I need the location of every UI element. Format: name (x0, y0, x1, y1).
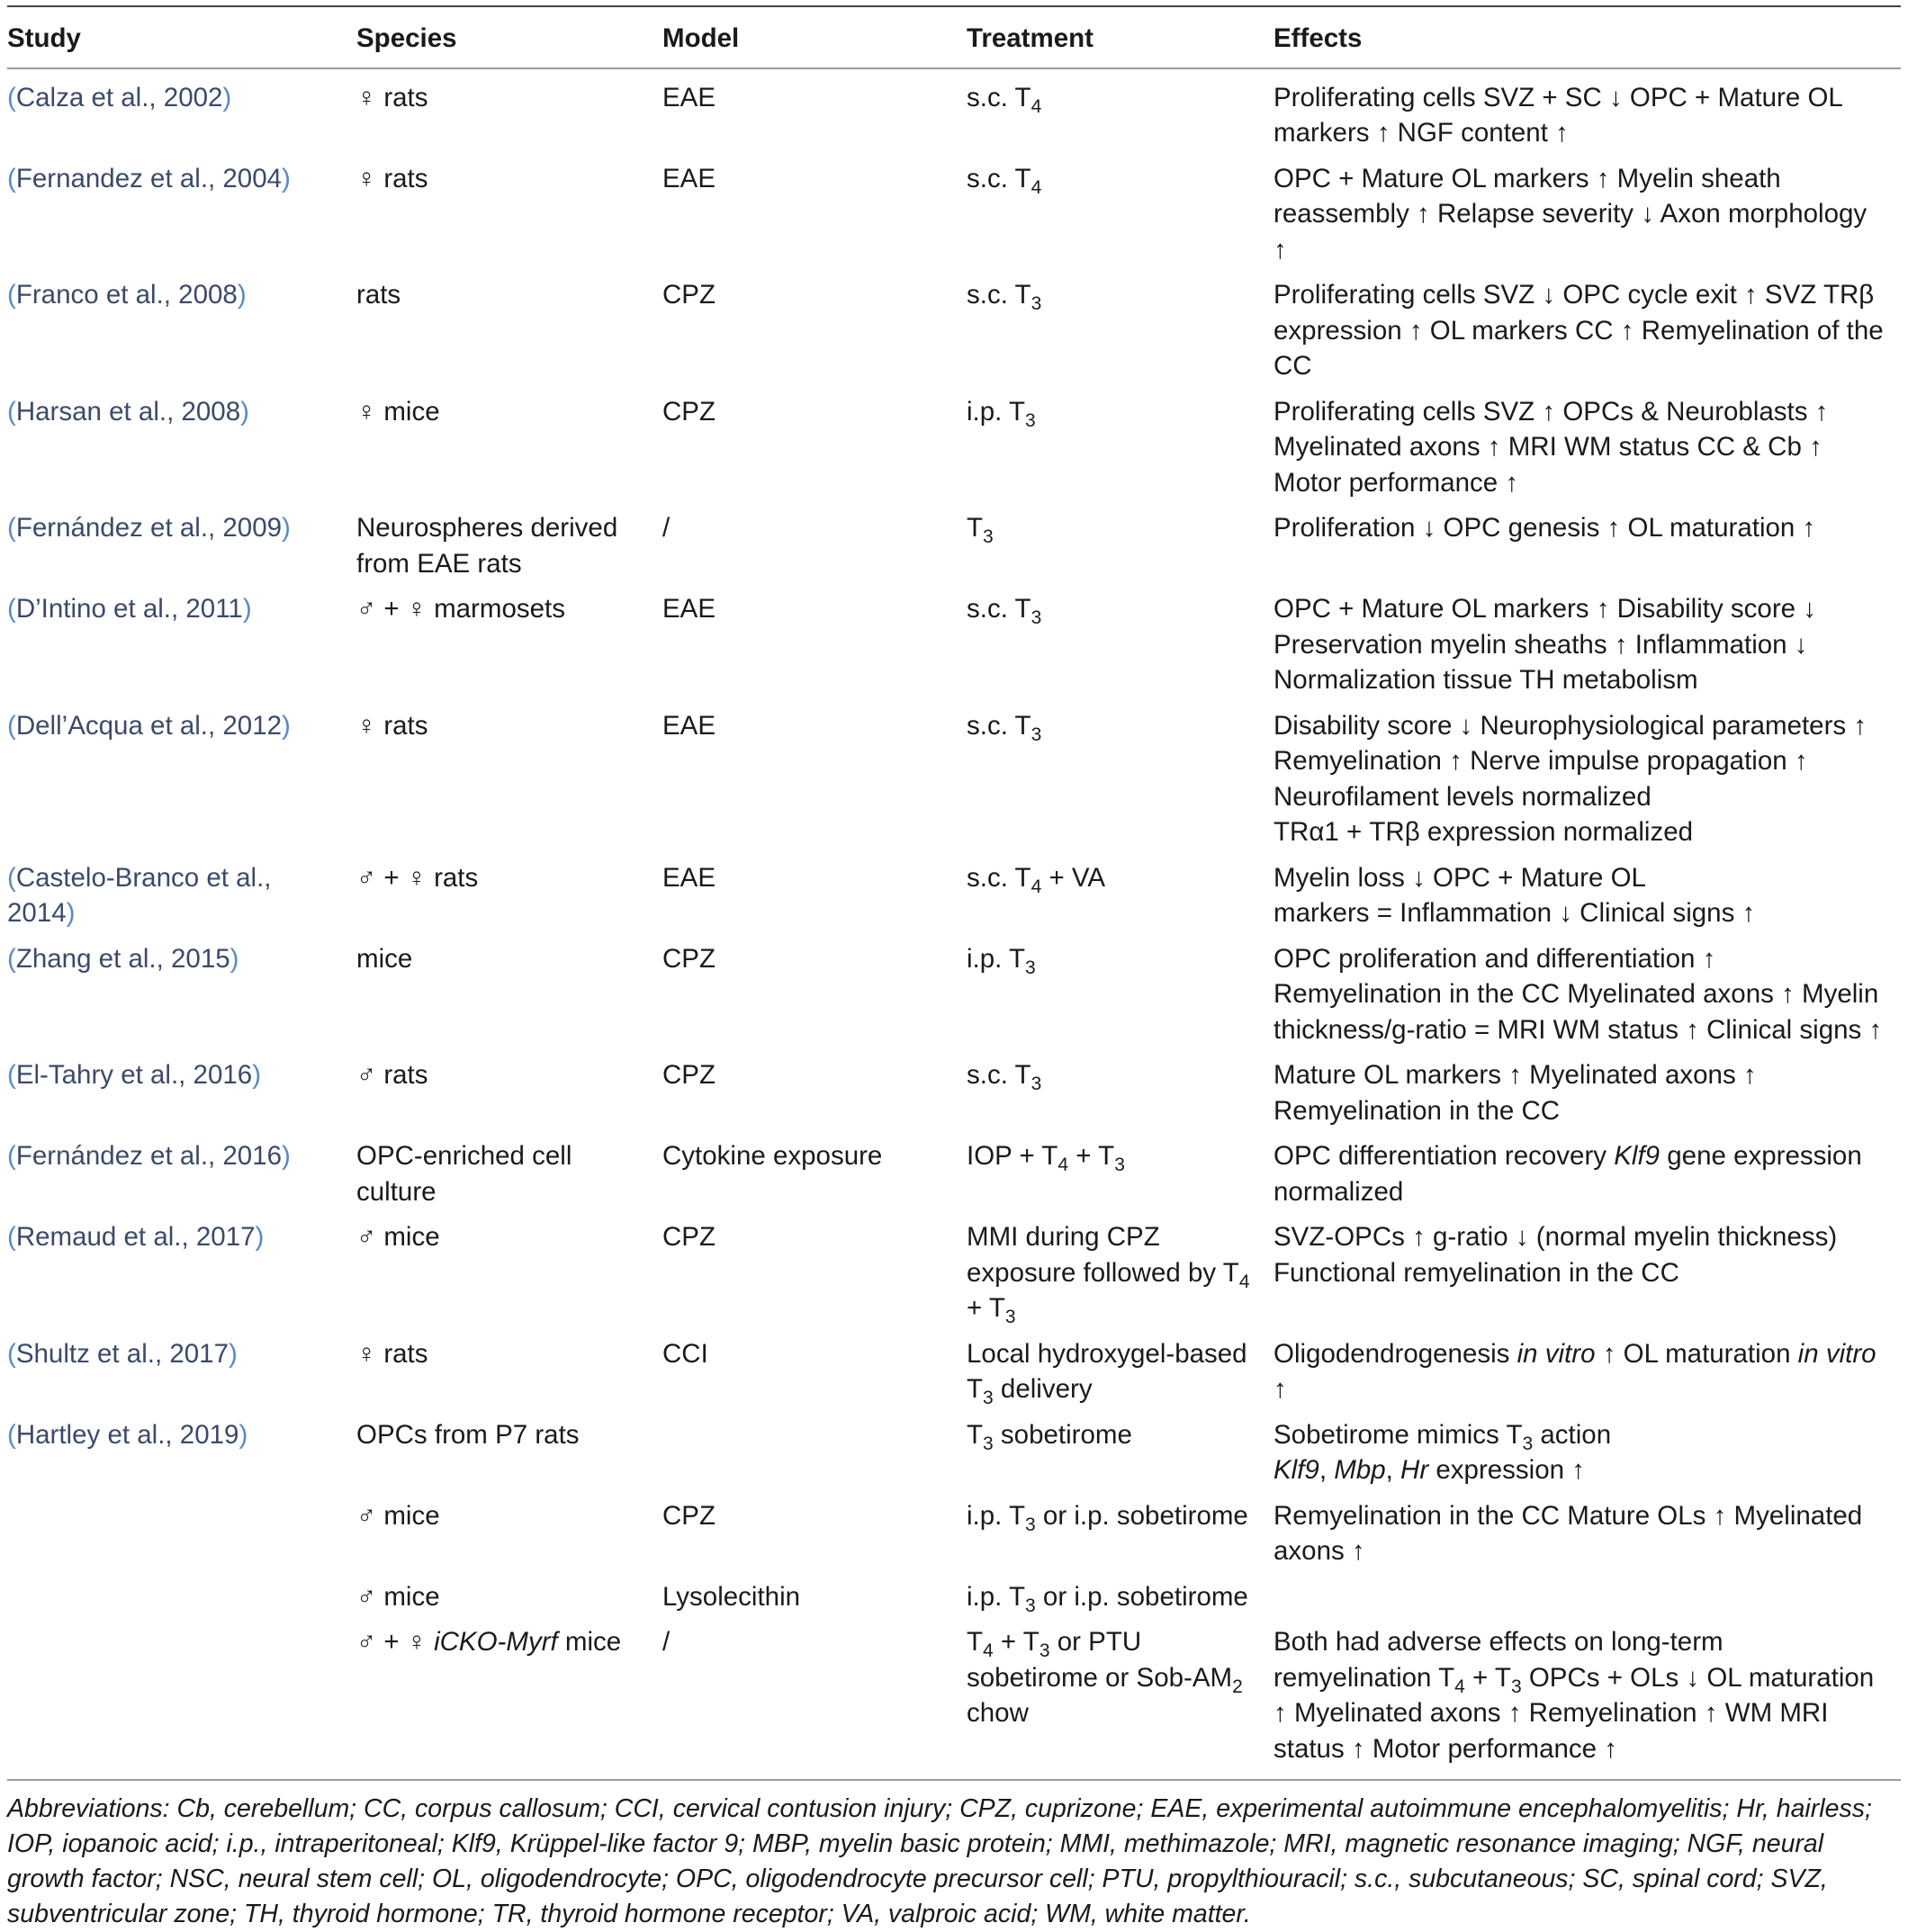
cell-treatment: s.c. $T_3$ (967, 1060, 1042, 1094)
header-model: Model (662, 6, 967, 68)
table-row (7, 1621, 1901, 1779)
table-row (7, 1495, 1901, 1576)
cell-effects: Proliferating cells SVZ + SC ↓ OPC + Mature OL markers ↑ NGF content ↑ (1274, 82, 1842, 148)
table-row (7, 938, 1901, 1055)
table-row (7, 507, 1901, 588)
cell-model: CPZ (662, 943, 716, 974)
cell-model: CPZ (662, 1500, 716, 1531)
cell-treatment: s.c. $T_4$ (967, 163, 1042, 198)
cell-study: (Dell’Acqua et al., 2012) (7, 710, 291, 741)
table-row (7, 1216, 1901, 1333)
cell-study: (Hartley et al., 2019) (7, 1419, 248, 1450)
cell-study: (Calza et al., 2002) (7, 82, 232, 112)
cell-effects: Oligodendrogenesis in vitro ↑ OL maturation in vitro ↑ (1274, 1338, 1876, 1404)
cell-effects: OPC differentiation recovery Klf9 gene expression normalized (1274, 1141, 1862, 1207)
cell-species: ♂ + ♀ marmosets (356, 594, 565, 624)
cell-species: ♂ mice (356, 1500, 440, 1531)
cell-species: ♂ rats (356, 1060, 428, 1090)
cell-species: mice (356, 943, 413, 974)
cell-treatment: s.c. $T_3$ (967, 710, 1042, 745)
cell-effects (1274, 1576, 1901, 1622)
citation-link[interactable]: Castelo-Branco et al., 2014 (7, 862, 272, 928)
cell-study: (D’Intino et al., 2011) (7, 594, 252, 624)
cell-model: CCI (662, 1338, 708, 1369)
cell-effects: Remyelination in the CC Mature OLs ↑ Myelinated axons ↑ (1274, 1500, 1863, 1566)
citation-link[interactable]: Fernandez et al., 2004 (15, 163, 283, 193)
cell-study: (Fernández et al., 2009) (7, 513, 291, 543)
cell-species: OPC-enriched cell culture (356, 1141, 572, 1207)
table-footnote: Abbreviations: Cb, cerebellum; CC, corpus callosum; CCI, cervical contusion injury; CPZ, cuprizone; EAE, experimental autoimmune encephalomyelitis; Hr, hairless; IOP, iopanoic acid; i.p., intraperitoneal; Klf9, Krüppel-like factor 9; MBP, myelin basic protein; MMI, methimazole; MRI, magnetic resonance imaging; NGF, neural growth factor; NSC, neural stem cell; OL, oligodendrocyte; OPC, oligodendrocyte precursor cell; PTU, propylthiouracil; s.c., subcutaneous; SC, spinal cord; SVZ, subventricular zone; TH, thyroid hormone; TR, thyroid hormone receptor; VA, valproic acid; WM, white matter. (7, 1779, 1901, 1932)
citation-link[interactable]: Hartley et al., 2019 (15, 1419, 239, 1450)
cell-model: EAE (662, 82, 716, 112)
cell-effects: OPC proliferation and differentiation ↑ Remyelination in the CC Myelinated axons ↑ Myelin thickness/g-ratio = MRI WM status ↑ Clinical signs ↑ (1274, 943, 1883, 1045)
cell-model (662, 1414, 967, 1495)
citation-link[interactable]: D’Intino et al., 2011 (15, 594, 243, 624)
cell-study: (Remaud et al., 2017) (7, 1222, 265, 1252)
cell-treatment: Local hydroxygel-based $T_3$ delivery (967, 1338, 1247, 1408)
cell-species: ♂ mice (356, 1581, 440, 1612)
cell-study: (Fernandez et al., 2004) (7, 163, 291, 193)
table-row (7, 857, 1901, 938)
cell-effects: Proliferation ↓ OPC genesis ↑ OL maturation ↑ (1274, 513, 1816, 543)
cell-species: ♀ mice (356, 396, 440, 427)
cell-treatment: s.c. $T_3$ (967, 280, 1042, 314)
cell-species: ♂ + ♀ rats (356, 862, 479, 893)
cell-treatment: MMI during CPZ exposure followed by $T_4 + T_3$ (967, 1222, 1250, 1327)
header-treatment: Treatment (967, 6, 1274, 68)
citation-link[interactable]: Fernández et al., 2016 (15, 1141, 283, 1171)
cell-model: CPZ (662, 280, 716, 310)
cell-study: (Shultz et al., 2017) (7, 1338, 238, 1369)
cell-species: ♀ rats (356, 82, 428, 112)
table-body (7, 68, 1901, 1780)
cell-study (7, 1495, 356, 1576)
cell-model: EAE (662, 710, 716, 741)
cell-model: EAE (662, 862, 716, 893)
table-row (7, 68, 1901, 157)
cell-model: CPZ (662, 1222, 716, 1252)
cell-treatment: s.c. $T_3$ (967, 594, 1042, 628)
cell-species: ♀ rats (356, 710, 428, 741)
cell-treatment: i.p. $T_3$ or i.p. sobetirome (967, 1500, 1248, 1535)
cell-effects: Mature OL markers ↑ Myelinated axons ↑ Remyelination in the CC (1274, 1060, 1757, 1126)
cell-species: ♂ mice (356, 1222, 440, 1252)
cell-study (7, 1621, 356, 1779)
cell-effects: Myelin loss ↓ OPC + Mature OL markers = Inflammation ↓ Clinical signs ↑ (1274, 862, 1756, 928)
citation-link[interactable]: Harsan et al., 2008 (15, 396, 241, 427)
cell-species: ♀ rats (356, 1338, 428, 1369)
cell-treatment: $T_3$ (967, 513, 994, 547)
cell-study: (Zhang et al., 2015) (7, 943, 239, 974)
header-species: Species (356, 6, 662, 68)
header-row (7, 6, 1901, 68)
cell-species: Neurospheres derived from EAE rats (356, 513, 618, 579)
cell-model: Cytokine exposure (662, 1141, 883, 1171)
cell-treatment: i.p. $T_3$ (967, 396, 1036, 431)
cell-study: (Fernández et al., 2016) (7, 1141, 291, 1171)
cell-study: (Franco et al., 2008) (7, 280, 247, 310)
header-study: Study (7, 6, 356, 68)
cell-treatment: IOP + $T_4 + T_3$ (967, 1141, 1125, 1175)
citation-link[interactable]: Dell’Acqua et al., 2012 (15, 710, 283, 741)
table-row (7, 157, 1901, 274)
table-row (7, 1135, 1901, 1216)
cell-model: / (662, 1627, 670, 1657)
cell-species: ♀ rats (356, 163, 428, 193)
cell-effects: OPC + Mature OL markers ↑ Myelin sheath reassembly ↑ Relapse severity ↓ Axon morphology ↑ (1274, 163, 1868, 265)
citation-link[interactable]: Zhang et al., 2015 (15, 943, 230, 974)
cell-model: CPZ (662, 396, 716, 427)
cell-effects: SVZ-OPCs ↑ g-ratio ↓ (normal myelin thickness) Functional remyelination in the CC (1274, 1222, 1838, 1288)
cell-effects: Disability score ↓ Neurophysiological parameters ↑ Remyelination ↑ Nerve impulse propagation ↑ Neurofilament levels normalized TRα1 + TRβ expression normalized (1274, 710, 1868, 847)
table-container (7, 5, 1901, 1932)
cell-treatment: i.p. $T_3$ or i.p. sobetirome (967, 1581, 1248, 1616)
cell-study: (Harsan et al., 2008) (7, 396, 249, 427)
table-row (7, 1054, 1901, 1135)
table-row (7, 588, 1901, 705)
citation-link[interactable]: El-Tahry et al., 2016 (15, 1060, 253, 1090)
header-effects: Effects (1274, 6, 1901, 68)
cell-treatment: s.c. $T_4$ + VA (967, 862, 1106, 897)
cell-model: EAE (662, 163, 716, 193)
cell-effects: Sobetirome mimics $T_3$ action Klf9, Mbp, Hr expression ↑ (1274, 1419, 1612, 1485)
cell-effects: Proliferating cells SVZ ↑ OPCs & Neuroblasts ↑ Myelinated axons ↑ MRI WM status CC & Cb ↑ Motor performance ↑ (1274, 396, 1829, 498)
citation-link[interactable]: Fernández et al., 2009 (15, 513, 283, 543)
cell-treatment: $T_3$ sobetirome (967, 1419, 1132, 1454)
cell-study: (El-Tahry et al., 2016) (7, 1060, 262, 1090)
cell-effects: Proliferating cells SVZ ↓ OPC cycle exit ↑ SVZ TRβ expression ↑ OL markers CC ↑ Remyelination of the CC (1274, 280, 1884, 381)
table-row (7, 1414, 1901, 1495)
cell-species: OPCs from P7 rats (356, 1419, 580, 1450)
cell-study: (Castelo-Branco et al., 2014) (7, 862, 272, 928)
cell-species: rats (356, 280, 401, 310)
cell-treatment: i.p. $T_3$ (967, 943, 1036, 978)
citation-link[interactable]: Remaud et al., 2017 (15, 1222, 256, 1252)
cell-treatment: s.c. $T_4$ (967, 82, 1042, 117)
cell-model: CPZ (662, 1060, 716, 1090)
cell-effects: OPC + Mature OL markers ↑ Disability score ↓ Preservation myelin sheaths ↑ Inflammation ↓ Normalization tissue TH metabolism (1274, 594, 1816, 695)
studies-table (7, 5, 1901, 1779)
cell-treatment: $T_4 + T_3$ or PTU sobetirome or Sob-$AM_2$ chow (967, 1627, 1243, 1728)
citation-link[interactable]: Franco et al., 2008 (15, 280, 238, 310)
cell-effects: Both had adverse effects on long-term remyelination $T_4 + T_3$ OPCs + OLs ↓ OL maturation ↑ Myelinated axons ↑ Remyelination ↑ WM MRI status ↑ Motor performance ↑ (1274, 1627, 1875, 1764)
table-row (7, 274, 1901, 391)
table-row (7, 705, 1901, 857)
cell-model: / (662, 513, 670, 543)
table-row (7, 391, 1901, 508)
cell-species: ♂ + ♀ iCKO-Myrf mice (356, 1627, 622, 1657)
cell-model: EAE (662, 594, 716, 624)
table-row (7, 1333, 1901, 1414)
table-row (7, 1576, 1901, 1622)
citation-link[interactable]: Shultz et al., 2017 (15, 1338, 229, 1369)
cell-model: Lysolecithin (662, 1581, 801, 1612)
cell-study (7, 1576, 356, 1622)
citation-link[interactable]: Calza et al., 2002 (15, 82, 223, 112)
